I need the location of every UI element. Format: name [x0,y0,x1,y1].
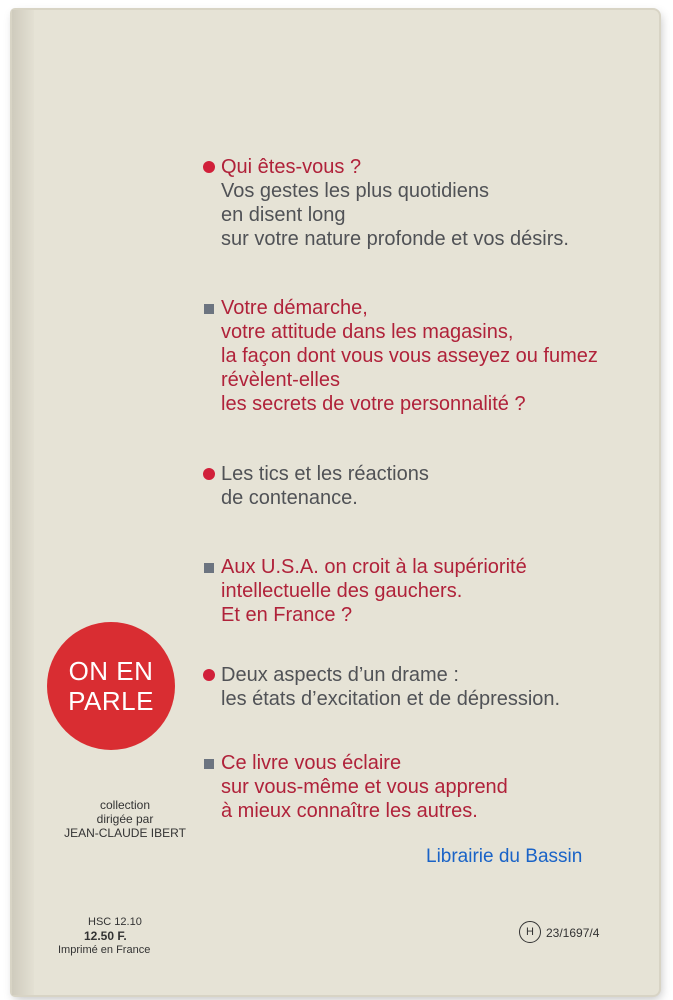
blurb-3 [200,462,660,510]
blurb-2 [200,296,660,416]
blurb-1 [200,155,660,251]
blurb-line: Votre démarche, [221,297,368,319]
blurb-line: votre attitude dans les magasins, [221,321,514,343]
catalog-code: HSC 12.10 [88,916,142,928]
gray-square-bullet [204,759,214,769]
blurb-line: révèlent-elles [221,369,340,391]
blurb-line: les secrets de votre personnalité ? [221,393,526,415]
price-block [58,915,178,957]
blurb-5 [200,663,660,711]
gray-square-bullet [204,563,214,573]
blurb-line: Les tics et les réactions [221,463,429,485]
series-logo-circle [47,622,175,750]
collection-credit [50,798,200,840]
price: 12.50 F. [84,929,127,943]
red-dot-bullet [203,669,215,681]
library-watermark: Librairie du Bassin [426,846,583,867]
blurb-line: Aux U.S.A. on croit à la supériorité [221,556,527,578]
blurb-line: intellectuelle des gauchers. [221,580,463,602]
blurb-line: la façon dont vous vous asseyez ou fumez [221,345,598,367]
red-dot-bullet [203,468,215,480]
printed-in: Imprimé en France [58,944,151,956]
publisher-logo-icon: H [519,921,541,943]
blurb-line: sur vous-même et vous apprend [221,776,508,798]
blurb-line: sur votre nature profonde et vos désirs. [221,228,569,250]
red-dot-bullet [203,161,215,173]
series-logo-line: ON EN [68,656,154,686]
blurb-line: à mieux connaître les autres. [221,800,478,822]
series-logo-line: PARLE [68,686,154,716]
blurb-4 [200,555,660,627]
gray-square-bullet [204,304,214,314]
blurb-line: Vos gestes les plus quotidiens [221,180,489,202]
blurb-line: de contenance. [221,487,358,509]
blurb-6 [200,751,660,823]
collection-line: dirigée par [96,812,154,826]
blurb-line: les états d’excitation et de dépression. [221,688,561,710]
blurb-line: Et en France ? [221,604,353,626]
reference-number: 23/1697/4 [546,926,600,940]
blurb-line: Deux aspects d’un drame : [221,664,459,686]
collection-line: collection [99,798,151,812]
blurb-line: Qui êtes-vous ? [221,156,362,178]
blurb-line: Ce livre vous éclaire [221,752,402,774]
collection-director: JEAN-CLAUDE IBERT [64,826,186,840]
blurb-line: en disent long [221,204,346,226]
book-spine-edge [12,10,34,995]
